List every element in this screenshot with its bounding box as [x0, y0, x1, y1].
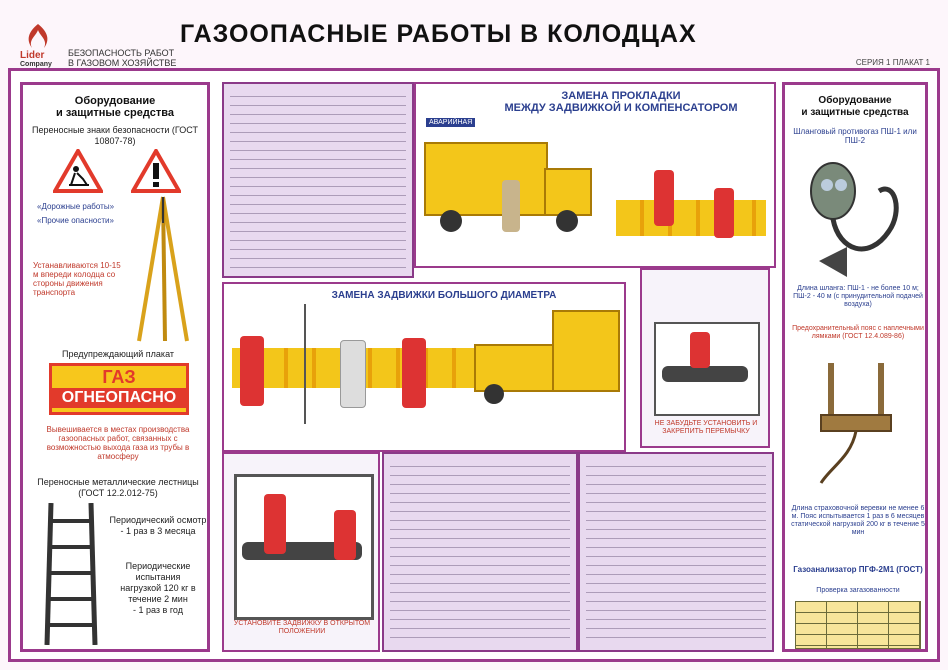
belt-caption: Предохранительный пояс с наплечными лямками (ГОСТ 12.4.089-86): [792, 325, 924, 340]
scene1-title: ЗАМЕНА ПРОКЛАДКИ МЕЖДУ ЗАДВИЖКОЙ И КОМПЕНСАТОРОМ: [504, 90, 738, 114]
truck-wheel: [556, 210, 578, 232]
scene-large-valve-replacement: [222, 282, 626, 452]
worker-in-pit: [264, 494, 286, 554]
worker-figure: [502, 180, 520, 232]
manhole-note: НЕ ЗАБУДЬТЕ УСТАНОВИТЬ И ЗАКРЕПИТЬ ПЕРЕМЫЧКУ: [654, 420, 758, 435]
gas-poster-line2: ОГНЕОПАСНО: [52, 388, 186, 408]
service-truck-body: [552, 310, 620, 392]
flame-logo-icon: [18, 22, 58, 50]
mask-caption: Шланговый противогаз ПШ-1 или ПШ-2: [793, 127, 917, 145]
sign1-label: «Дорожные работы»: [37, 202, 115, 211]
crane-chain: [304, 304, 306, 424]
series-label: БЕЗОПАСНОСТЬ РАБОТ В ГАЗОВОМ ХОЗЯЙСТВЕ: [68, 48, 177, 68]
pipe-valve: [662, 366, 748, 382]
pit-note: УСТАНОВИТЕ ЗАДВИЖКУ В ОТКРЫТОМ ПОЛОЖЕНИИ: [233, 620, 371, 635]
left-panel: [20, 82, 210, 652]
safety-fence: [616, 200, 766, 236]
right-panel-title: Оборудование и защитные средства: [801, 95, 909, 118]
tripod-note: Устанавливаются 10-15 м впереди колодца со стороны движения транспорта: [33, 261, 121, 297]
gas-analyzer-table: [795, 601, 921, 649]
ladder-icon: [41, 503, 101, 645]
worker-figure: [240, 336, 264, 406]
worker-figure: [654, 170, 674, 226]
instruction-text-block-3: [578, 452, 774, 652]
ladder-test-value: нагрузкой 120 кг в течение 2 мин: [120, 583, 196, 604]
tripod-stand-icon: [133, 193, 193, 343]
ladder-check-title: Периодический осмотр: [109, 515, 207, 525]
road-works-sign-icon: [53, 149, 103, 193]
logo-subtext: Company: [20, 61, 52, 68]
worker-figure: [714, 188, 734, 238]
table-title: Газоанализатор ПГФ-2М1 (ГОСТ): [793, 565, 923, 574]
truck-wheel: [484, 384, 504, 404]
signs-caption: Переносные знаки безопасности (ГОСТ 10807-78): [32, 125, 198, 146]
sheet-label: СЕРИЯ 1 ПЛАКАТ 1: [855, 58, 930, 67]
hose-note: Длина шланга: ПШ-1 - не более 10 м; ПШ-2 - 40 м (с принудительной подачей воздуха): [793, 285, 923, 308]
ladder-caption: Переносные металлические лестницы (ГОСТ 12.2.012-75): [37, 477, 199, 498]
gas-mask-icon: [799, 151, 915, 281]
ladder-check: [109, 515, 207, 537]
instruction-text-block-2: [382, 452, 578, 652]
worker-figure: [340, 340, 366, 408]
truck-label: АВАРИЙНАЯ: [426, 118, 475, 127]
sign2-label: «Прочие опасности»: [37, 216, 114, 225]
right-panel: [782, 82, 928, 652]
ladder-test-title: Периодические испытания: [125, 561, 191, 582]
poster-note: Вывешивается в местах производства газоопасных работ, связанных с возможностью выхода газа из трубы в атмосферу: [46, 425, 190, 461]
gas-poster-line1: ГАЗ: [102, 367, 136, 387]
page-title: ГАЗООПАСНЫЕ РАБОТЫ В КОЛОДЦАХ: [180, 20, 697, 48]
left-panel-title: Оборудование и защитные средства: [56, 95, 174, 119]
logo-text: Lider: [20, 50, 45, 61]
truck-wheel: [440, 210, 462, 232]
service-truck-body: [424, 142, 548, 216]
manhole-cutaway: [640, 268, 770, 448]
instruction-text-block-1: [222, 82, 414, 278]
belt-note: Длина страховочной веревки не менее 6 м. Пояс испытывается 1 раз в 6 месяцев статической нагрузкой 200 кг в течение 5 мин: [791, 505, 925, 536]
ladder-test-freq: - 1 раз в год: [133, 605, 183, 615]
pit-cutaway: [222, 452, 380, 652]
worker-in-manhole: [690, 332, 710, 368]
table-note: Проверка загазованности: [816, 587, 900, 594]
danger-sign-icon: [131, 149, 181, 193]
worker-in-pit: [334, 510, 356, 560]
ladder-test: [109, 561, 207, 616]
scene2-title: ЗАМЕНА ЗАДВИЖКИ БОЛЬШОГО ДИАМЕТРА: [331, 290, 557, 301]
worker-figure: [402, 338, 426, 408]
service-truck-cab: [474, 344, 556, 392]
safety-harness-icon: [811, 357, 901, 487]
scene-gasket-replacement: [414, 82, 776, 268]
ladder-check-value: - 1 раз в 3 месяца: [120, 526, 196, 536]
service-truck-cab: [544, 168, 592, 216]
gas-warning-poster: [49, 363, 189, 415]
poster-caption: Предупреждающий плакат: [62, 349, 174, 359]
